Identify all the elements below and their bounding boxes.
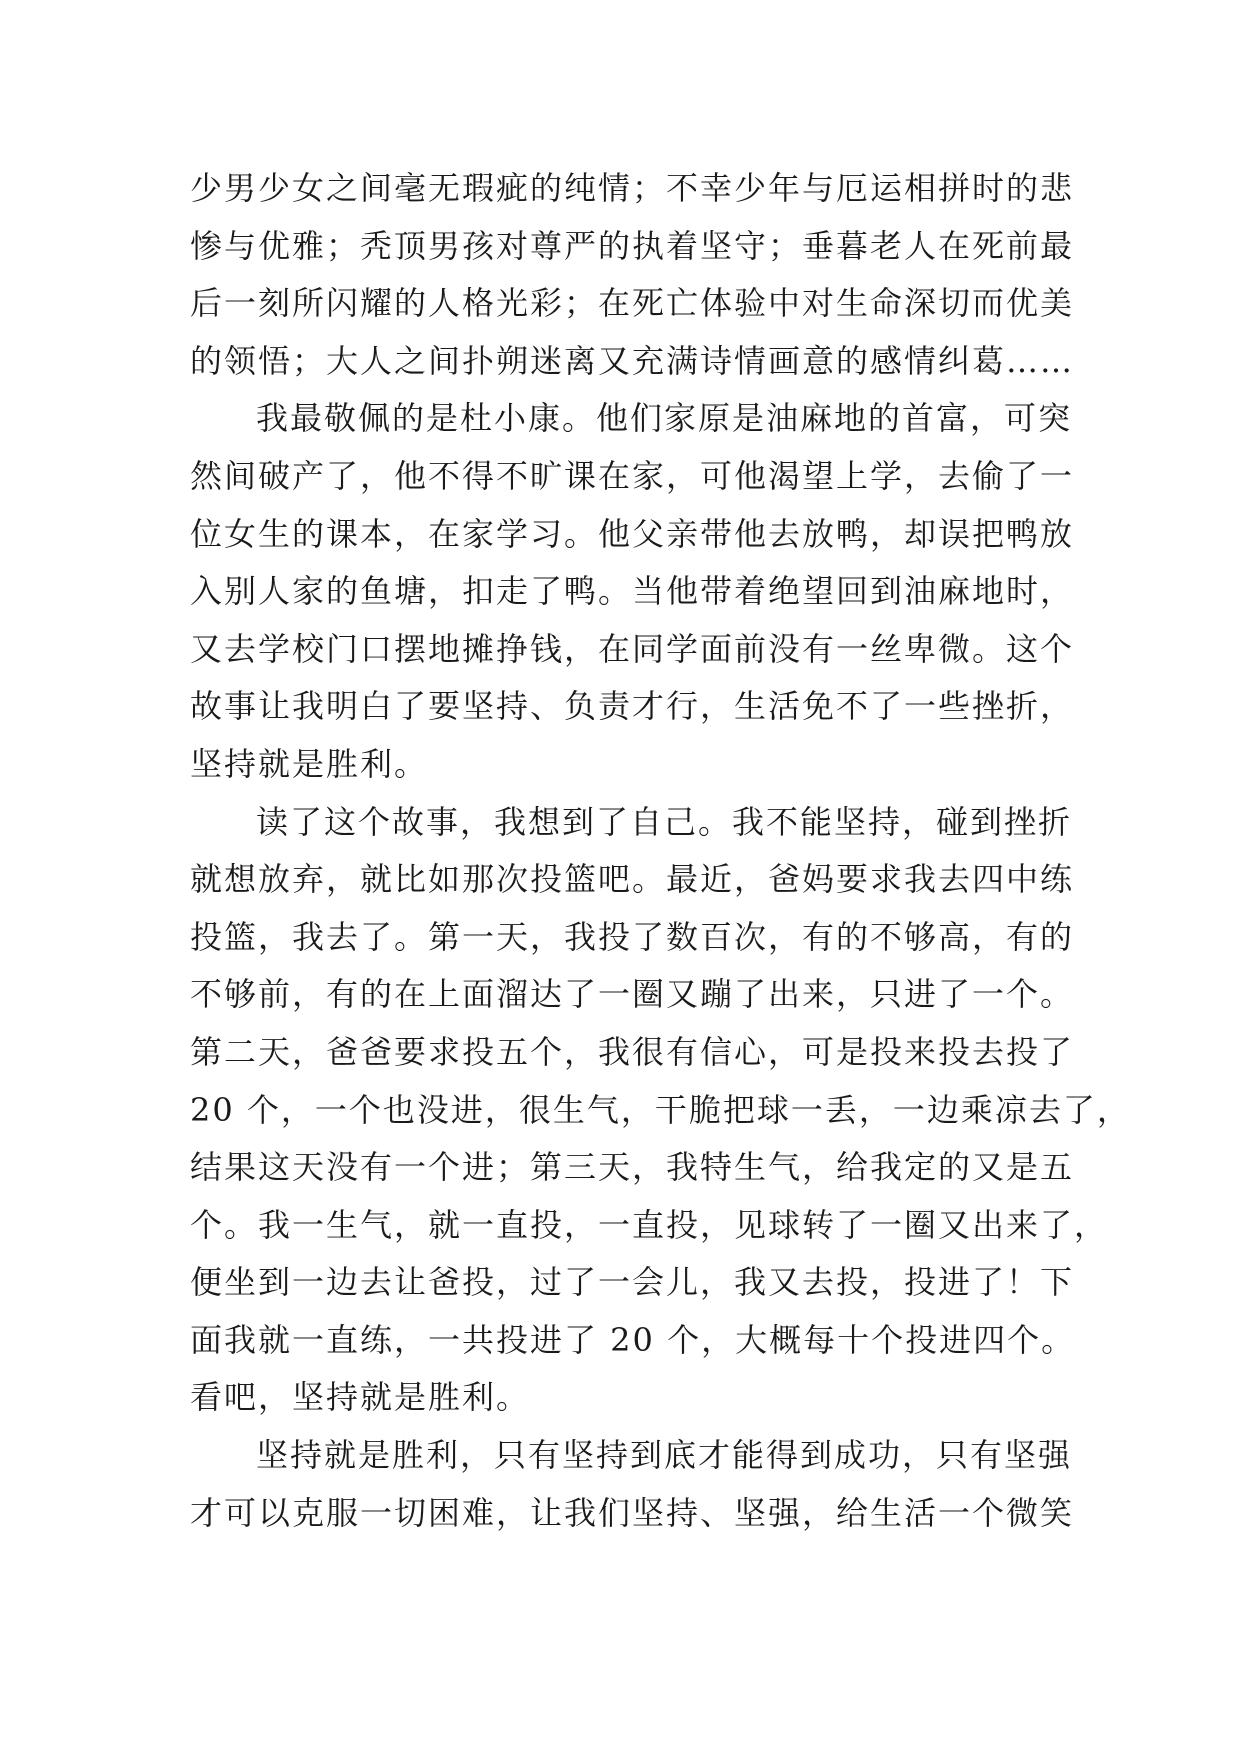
text-line: 才可以克服一切困难，让我们坚持、坚强，给生活一个微笑 — [190, 1493, 1075, 1532]
text-line: 读了这个故事，我想到了自己。我不能坚持，碰到挫折 — [256, 802, 1073, 841]
text-line: 我最敬佩的是杜小康。他们家原是油麻地的首富，可突 — [256, 399, 1073, 438]
text-line: 投篮，我去了。第一天，我投了数百次，有的不够高，有的 — [190, 917, 1075, 956]
text-line: 第二天，爸爸要求投五个，我很有信心，可是投来投去投了 — [190, 1032, 1075, 1071]
text-line: 然间破产了，他不得不旷课在家，可他渴望上学，去偷了一 — [190, 456, 1075, 495]
text-line: 便坐到一边去让爸投，过了一会儿，我又去投，投进了！下 — [190, 1263, 1075, 1302]
text-line: 后一刻所闪耀的人格光彩；在死亡体验中对生命深切而优美 — [190, 284, 1075, 323]
text-line: 个。我一生气，就一直投，一直投，见球转了一圈又出来了， — [190, 1205, 1109, 1244]
document-body — [190, 160, 1131, 1542]
text-line: 就想放弃，就比如那次投篮吧。最近，爸妈要求我去四中练 — [190, 860, 1075, 899]
text-line: 坚持就是胜利。 — [190, 744, 429, 783]
text-line: 20 个，一个也没进，很生气，干脆把球一丢，一边乘凉去了， — [190, 1090, 1131, 1129]
text-line: 坚持就是胜利，只有坚持到底才能得到成功，只有坚强 — [256, 1436, 1073, 1475]
text-line: 少男少女之间毫无瑕疵的纯情；不幸少年与厄运相拼时的悲 — [190, 169, 1075, 207]
text-line: 面我就一直练，一共投进了 20 个，大概每十个投进四个。 — [190, 1320, 1076, 1359]
text-line: 故事让我明白了要坚持、负责才行，生活免不了一些挫折， — [190, 687, 1075, 726]
text-line: 不够前，有的在上面溜达了一圈又蹦了出来，只进了一个。 — [190, 975, 1075, 1014]
text-line: 的领悟；大人之间扑朔迷离又充满诗情画意的感情纠葛…… — [190, 341, 1075, 380]
text-line: 又去学校门口摆地摊挣钱，在同学面前没有一丝卑微。这个 — [190, 629, 1075, 668]
text-line: 看吧，坚持就是胜利。 — [190, 1378, 531, 1417]
text-line: 结果这天没有一个进；第三天，我特生气，给我定的又是五 — [190, 1148, 1075, 1187]
text-line: 入别人家的鱼塘，扣走了鸭。当他带着绝望回到油麻地时， — [190, 572, 1075, 611]
text-line: 位女生的课本，在家学习。他父亲带他去放鸭，却误把鸭放 — [190, 514, 1075, 553]
text-line: 惨与优雅；秃顶男孩对尊严的执着坚守；垂暮老人在死前最 — [190, 226, 1075, 265]
